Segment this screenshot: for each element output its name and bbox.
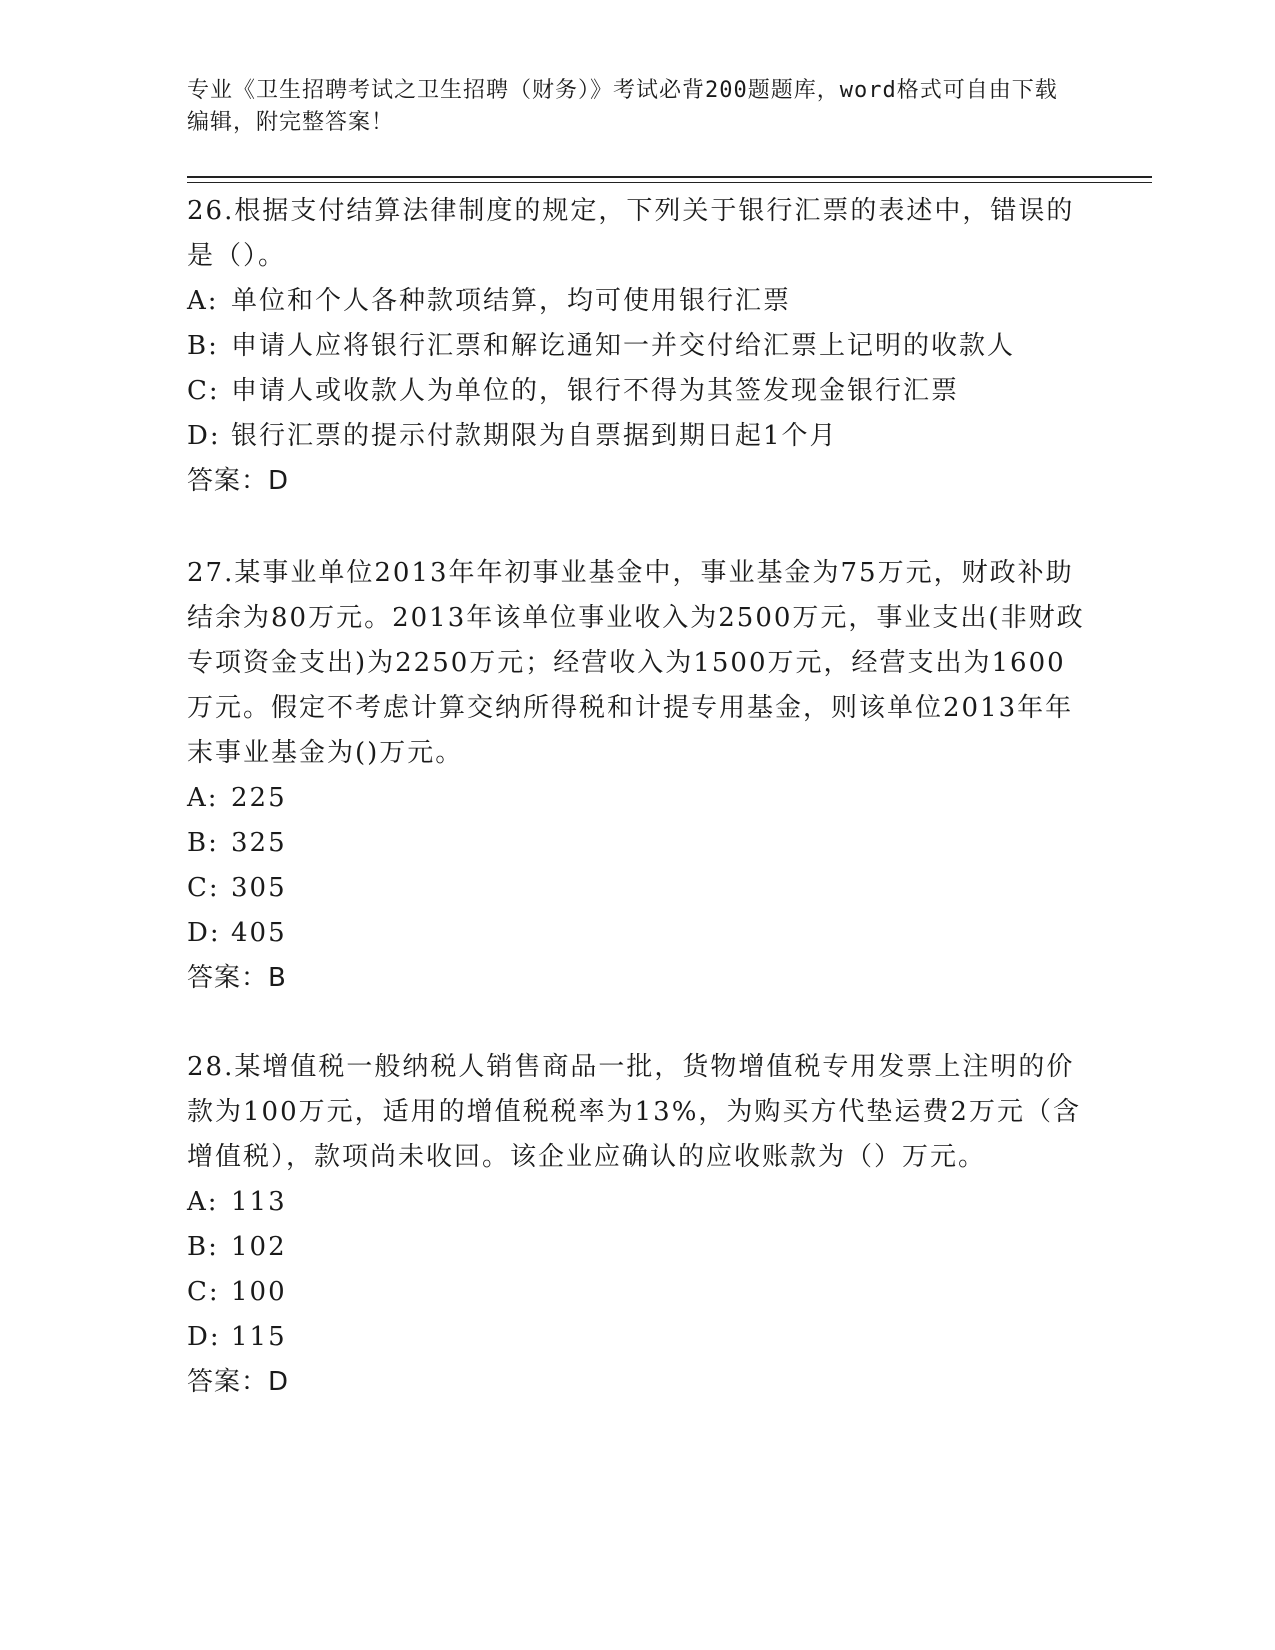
- option-letter: D:: [187, 1322, 221, 1352]
- option-d: [187, 1315, 1087, 1360]
- option-letter: A:: [187, 286, 219, 316]
- header-divider-thick: [187, 176, 1152, 178]
- question-stem: 28.某增值税一般纳税人销售商品一批，货物增值税专用发票上注明的价款为100万元，适用的增值税税率为13%，为购买方代垫运费2万元（含增值税），款项尚未收回。该企业应确认的应收账款为（）万元。: [187, 1052, 1081, 1172]
- question-26: [187, 189, 1087, 504]
- option-c: [187, 1270, 1087, 1315]
- question-stem: 26.根据支付结算法律制度的规定，下列关于银行汇票的表述中，错误的是（）。: [187, 196, 1075, 271]
- option-letter: C:: [187, 1277, 220, 1307]
- option-a: [187, 776, 1087, 821]
- answer-line: 答案：D: [187, 1367, 290, 1397]
- option-a: [187, 1180, 1087, 1225]
- option-text: 银行汇票的提示付款期限为自票据到期日起1个月: [231, 421, 838, 451]
- option-text: 115: [231, 1322, 287, 1352]
- question-27: [187, 551, 1087, 1001]
- option-letter: B:: [187, 1232, 219, 1262]
- option-text: 单位和个人各种款项结算，均可使用银行汇票: [231, 286, 792, 316]
- option-letter: C:: [187, 873, 220, 903]
- option-letter: D:: [187, 918, 221, 948]
- option-b: [187, 821, 1087, 866]
- option-a: [187, 279, 1087, 324]
- option-b: [187, 324, 1087, 369]
- option-letter: B:: [187, 331, 219, 361]
- option-text: 325: [231, 828, 287, 858]
- option-letter: B:: [187, 828, 219, 858]
- answer-line: 答案：D: [187, 466, 290, 496]
- option-text: 405: [231, 918, 287, 948]
- option-b: [187, 1225, 1087, 1270]
- option-text: 305: [231, 873, 287, 903]
- option-text: 102: [231, 1232, 287, 1262]
- option-d: [187, 414, 1087, 459]
- option-letter: C:: [187, 376, 220, 406]
- option-text: 申请人或收款人为单位的，银行不得为其签发现金银行汇票: [231, 376, 960, 406]
- option-text: 225: [231, 783, 287, 813]
- option-letter: A:: [187, 783, 219, 813]
- answer-line: 答案：B: [187, 963, 287, 993]
- option-c: [187, 866, 1087, 911]
- option-letter: D:: [187, 421, 221, 451]
- option-c: [187, 369, 1087, 414]
- option-text: 113: [231, 1187, 287, 1217]
- header-divider-thin: [187, 182, 1152, 183]
- option-text: 申请人应将银行汇票和解讫通知一并交付给汇票上记明的收款人: [231, 331, 1016, 361]
- question-stem: 27.某事业单位2013年年初事业基金中，事业基金为75万元，财政补助结余为80万元。2013年该单位事业收入为2500万元，事业支出(非财政专项资金支出)为2250万元；经营收入为1500万元，经营支出为1600万元。假定不考虑计算交纳所得税和计提专用基金，则该单位2013年年末事业基金为()万元。: [187, 558, 1085, 768]
- option-letter: A:: [187, 1187, 219, 1217]
- option-text: 100: [231, 1277, 287, 1307]
- document-description: 专业《卫生招聘考试之卫生招聘（财务）》考试必背200题题库，word格式可自由下载编辑，附完整答案！: [187, 78, 1058, 135]
- question-28: [187, 1045, 1087, 1405]
- option-d: [187, 911, 1087, 956]
